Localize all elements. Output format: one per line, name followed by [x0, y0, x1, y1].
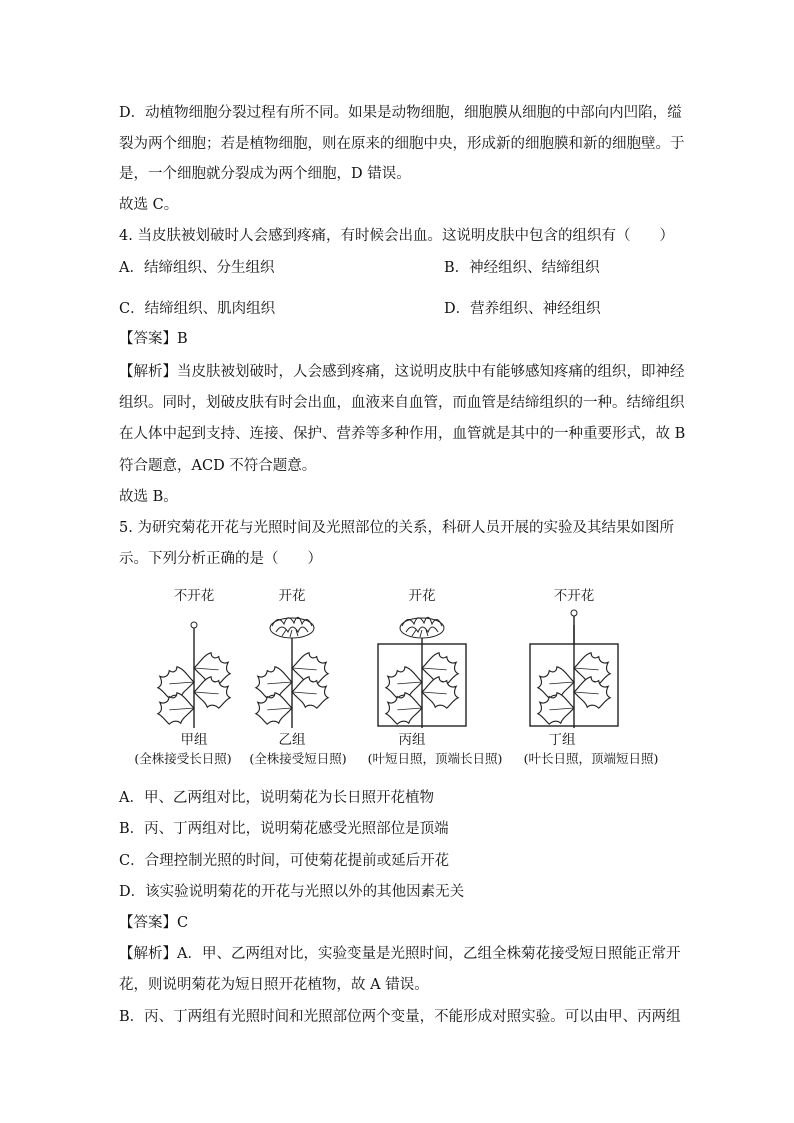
group-4-condition: (叶长日照，顶端短日照)	[523, 751, 659, 766]
q5-option-d: D．该实验说明菊花的开花与光照以外的其他因素无关	[119, 884, 465, 900]
q5-analysis-line-1: 【解析】A．甲、乙两组对比，实验变量是光照时间，乙组全株菊花接受短日照能正常开	[119, 946, 681, 962]
q4-option-b: B．神经组织、结缔组织	[444, 260, 600, 276]
q4-answer: 【答案】B	[119, 331, 188, 347]
q5-option-c: C．合理控制光照的时间，可使菊花提前或延后开花	[119, 853, 450, 869]
q4-analysis-line-2: 组织。同时，划破皮肤有时会出血，血液来自血管，而血管是结缔组织的一种。结缔组织	[119, 395, 685, 411]
group-2-result: 开花	[278, 588, 306, 604]
q5-option-a: A．甲、乙两组对比，说明菊花为长日照开花植物	[119, 790, 434, 806]
group-2-plant	[256, 617, 328, 728]
group-4-result: 不开花	[553, 588, 595, 604]
q4-option-d: D．营养组织、神经组织	[444, 301, 601, 317]
q4-option-c: C．结缔组织、肌肉组织	[119, 301, 276, 317]
group-3-name: 丙组	[398, 732, 426, 748]
group-2-name: 乙组	[278, 732, 306, 748]
q5-analysis-line-3: B．丙、丁两组有光照时间和光照部位两个变量，不能形成对照实验。可以由甲、丙两组	[119, 1009, 681, 1025]
group-3-result: 开花	[408, 588, 436, 604]
q5-option-b: B．丙、丁两组对比，说明菊花感受光照部位是顶端	[119, 821, 449, 837]
q3-analysis-line-2: 裂为两个细胞；若是植物细胞，则在原来的细胞中央，形成新的细胞膜和新的细胞壁。于	[119, 136, 685, 152]
group-1-plant	[158, 622, 230, 728]
q4-analysis-line-1: 【解析】当皮肤被划破时，人会感到疼痛，这说明皮肤中有能够感知疼痛的组织，即神经	[119, 364, 685, 380]
group-1-condition: (全株接受长日照)	[134, 751, 232, 766]
q4-analysis-line-3: 在人体中起到支持、连接、保护、营养等多种作用，血管就是其中的一种重要形式，故 B	[119, 426, 686, 442]
q5-stem-line-1: 5. 为研究菊花开花与光照时间及光照部位的关系，科研人员开展的实验及其结果如图所	[119, 520, 674, 536]
group-2-condition: (全株接受短日照)	[249, 751, 347, 766]
q3-analysis-line-1: D．动植物细胞分裂过程有所不同。如果是动物细胞，细胞膜从细胞的中部向内凹陷，缢	[119, 105, 682, 121]
q3-analysis-line-3: 是，一个细胞就分裂成为两个细胞，D 错误。	[119, 166, 411, 182]
q4-stem: 4. 当皮肤被划破时人会感到疼痛，有时候会出血。这说明皮肤中包含的组织有（ ）	[119, 228, 674, 244]
group-3-condition: (叶短日照，顶端长日照)	[367, 751, 503, 766]
group-3-plant	[378, 617, 466, 728]
q4-analysis-line-4: 符合题意，ACD 不符合题意。	[119, 458, 317, 474]
q4-option-a: A．结缔组织、分生组织	[119, 260, 275, 276]
group-1-name: 甲组	[180, 732, 208, 748]
q5-analysis-line-2: 花，则说明菊花为短日照开花植物，故 A 错误。	[119, 977, 429, 993]
chrysanthemum-experiment-figure	[130, 580, 670, 770]
group-4-plant	[530, 610, 618, 728]
group-1-result: 不开花	[173, 588, 215, 604]
q5-stem-line-2: 示。下列分析正确的是（ ）	[119, 551, 322, 567]
q5-answer: 【答案】C	[119, 915, 189, 931]
q3-conclusion: 故选 C。	[119, 197, 179, 213]
group-4-name: 丁组	[548, 732, 576, 748]
q4-conclusion: 故选 B。	[119, 489, 178, 505]
